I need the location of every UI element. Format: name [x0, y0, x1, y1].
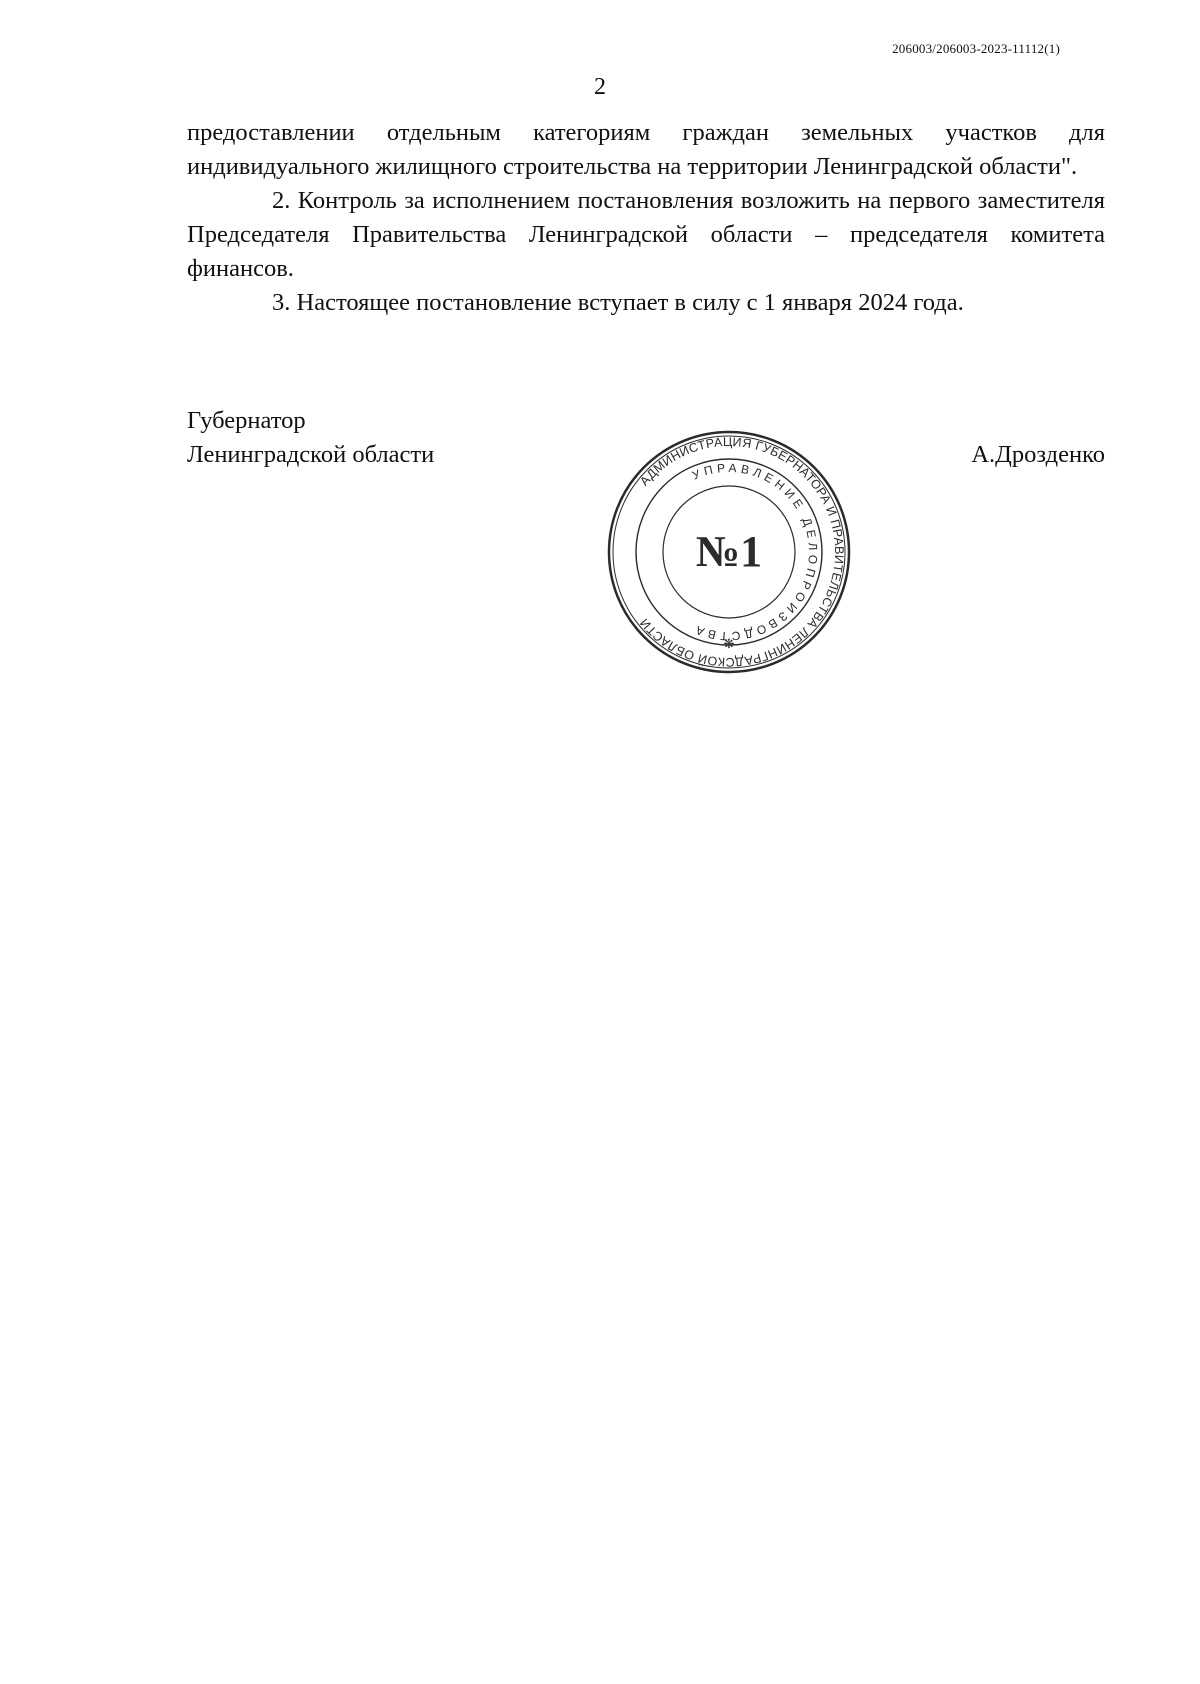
official-seal	[607, 430, 851, 674]
seal-inner-text: УПРАВЛЕНИЕ ДЕЛОПРОИЗВОДСТВА	[690, 460, 821, 644]
page-number: 2	[594, 74, 606, 100]
paragraph-2: 2. Контроль за исполнением постановления возложить на первого заместителя Председателя Правительства Ленинградской области – председателя комитета финансов.	[187, 187, 1105, 282]
signatory-position	[187, 404, 434, 472]
signatory-name: А.Дрозденко	[971, 441, 1105, 468]
document-id: 206003/206003-2023-11112(1)	[892, 41, 1060, 56]
document-body	[187, 116, 1105, 320]
seal-star-icon: ❋	[723, 637, 735, 652]
signatory-position-line1: Губернатор	[187, 407, 306, 434]
paragraph-3: 3. Настоящее постановление вступает в силу с 1 января 2024 года.	[272, 289, 964, 316]
seal-outer-text: АДМИНИСТРАЦИЯ ГУБЕРНАТОРА И ПРАВИТЕЛЬСТВА ЛЕНИНГРАДСКОЙ ОБЛАСТИ	[637, 434, 847, 670]
paragraph-continuation: предоставлении отдельным категориям граждан земельных участков для индивидуального жилищного строительства на территории Ленинградской области".	[187, 119, 1105, 180]
signatory-position-line2: Ленинградской области	[187, 441, 435, 468]
seal-center-number: №1	[695, 527, 763, 576]
